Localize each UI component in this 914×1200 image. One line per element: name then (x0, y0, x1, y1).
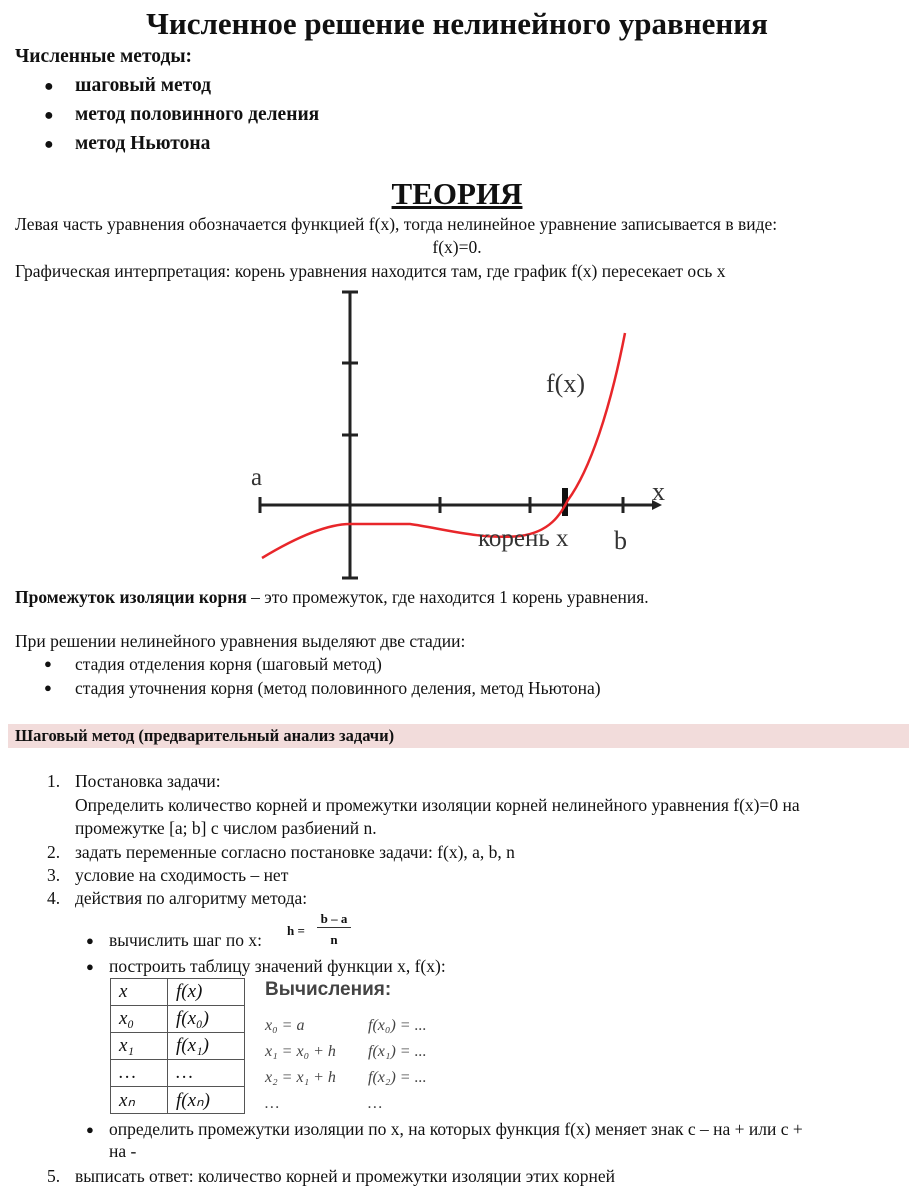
step-text: действия по алгоритму метода: (75, 888, 308, 908)
bullet-icon: ● (44, 107, 54, 124)
label-b: b (614, 526, 627, 555)
table-header: x (111, 979, 168, 1006)
step-number: 4. (47, 888, 61, 908)
calc-item: x₁ = x₀ + h (265, 1043, 336, 1060)
table-row (111, 1033, 245, 1060)
table-cell: xₙ (111, 1087, 168, 1114)
label-x: x (652, 477, 665, 506)
table-cell: f(xₙ) (168, 1087, 245, 1114)
step-text: задать переменные согласно постановке задачи: f(x), a, b, n (75, 842, 515, 862)
definition (15, 587, 649, 608)
label-a: a (251, 464, 263, 491)
bullet-icon: ● (44, 78, 54, 95)
calc-heading: Вычисления: (265, 979, 392, 1000)
calc-item: f(x₂) = ... (368, 1069, 427, 1086)
step-text: выписать ответ: количество корней и промежутки изоляции этих корней (75, 1166, 615, 1186)
definition-text: – это промежуток, где находится 1 корень уравнения. (246, 587, 649, 607)
bullet-icon: ● (44, 680, 52, 695)
theory-paragraph: Левая часть уравнения обозначается функцией f(x), тогда нелинейное уравнение записывается в виде: (15, 214, 778, 234)
step-number: 2. (47, 842, 61, 862)
step-text: условие на сходимость – нет (75, 865, 289, 885)
bullet-icon: ● (44, 136, 54, 153)
label-root: корень x (478, 525, 569, 552)
sub-step-text: определить промежутки изоляции по x, на которых функция f(x) меняет знак с – на + или с + (109, 1119, 803, 1139)
table-row (111, 1060, 245, 1087)
step-number: 1. (47, 771, 61, 791)
bullet-icon: ● (86, 959, 94, 974)
theory-heading: ТЕОРИЯ (391, 176, 523, 211)
calc-item: … (265, 1095, 280, 1112)
label-fx: f(x) (546, 369, 585, 398)
table-cell: f(x₁) (168, 1033, 245, 1060)
method-item: шаговый метод (75, 75, 212, 96)
table-cell: … (168, 1060, 245, 1087)
table-row (111, 1087, 245, 1114)
table-row (111, 1006, 245, 1033)
table-cell: x₀ (111, 1006, 168, 1033)
method-item: метод Ньютона (75, 133, 211, 154)
sub-step-text: на - (109, 1141, 137, 1161)
formula-denominator: n (330, 932, 338, 947)
values-table (110, 978, 245, 1114)
sub-step-text: построить таблицу значений функции x, f(x): (109, 956, 446, 976)
table-cell: x₁ (111, 1033, 168, 1060)
step-number: 5. (47, 1166, 61, 1186)
calc-item: f(x₀) = ... (368, 1017, 427, 1034)
step-text: Определить количество корней и промежутки изоляции корней нелинейного уравнения f(x)=0 на (75, 795, 800, 815)
table-cell: … (111, 1060, 168, 1087)
formula-numerator: b – a (317, 911, 351, 928)
formula-lhs: h = (287, 923, 305, 938)
step-text: промежутке [a; b] с числом разбиений n. (75, 818, 377, 838)
bullet-icon: ● (86, 933, 94, 948)
calc-item: x₂ = x₁ + h (265, 1069, 336, 1086)
definition-term: Промежуток изоляции корня (15, 587, 247, 607)
step-text: Постановка задачи: (75, 771, 221, 791)
stage-item: стадия отделения корня (шаговый метод) (75, 654, 382, 674)
page-title: Численное решение нелинейного уравнения (146, 6, 768, 41)
bullet-icon: ● (86, 1122, 94, 1137)
bullet-icon: ● (44, 656, 52, 671)
theory-paragraph: Графическая интерпретация: корень уравнения находится там, где график f(x) пересекает ось x (15, 261, 726, 281)
step-number: 3. (47, 865, 61, 885)
function-curve (262, 333, 625, 558)
methods-heading: Численные методы: (15, 46, 193, 67)
sub-step-text: вычислить шаг по x: (109, 930, 262, 950)
calc-item: … (368, 1095, 383, 1112)
equation: f(x)=0. (432, 237, 482, 257)
calc-item: x₀ = a (265, 1017, 305, 1034)
calc-item: f(x₁) = ... (368, 1043, 427, 1060)
method-item: метод половинного деления (75, 104, 320, 125)
table-header: f(x) (168, 979, 245, 1006)
section-heading: Шаговый метод (предварительный анализ задачи) (15, 726, 395, 745)
table-cell: f(x₀) (168, 1006, 245, 1033)
stage-item: стадия уточнения корня (метод половинного деления, метод Ньютона) (75, 678, 601, 698)
stages-intro: При решении нелинейного уравнения выделяют две стадии: (15, 631, 466, 651)
